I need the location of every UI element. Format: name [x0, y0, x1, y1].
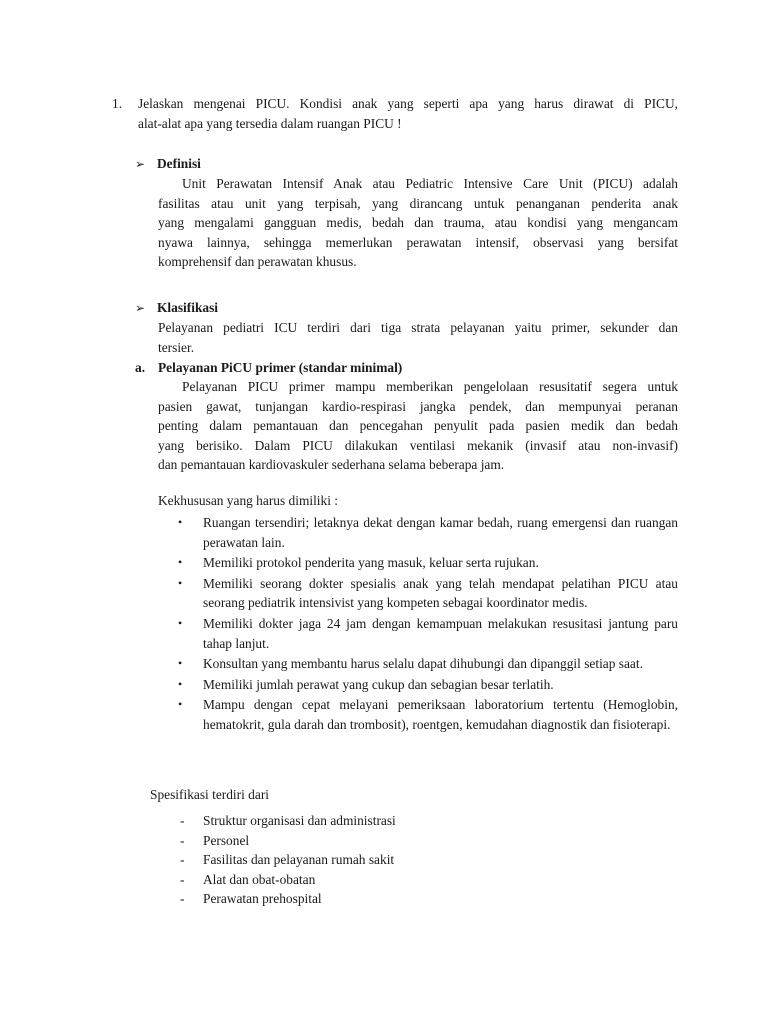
primer-letter: a.: [135, 360, 146, 375]
dash-bullet: -: [180, 871, 185, 887]
bullet-dot-icon: •: [178, 615, 183, 630]
list-item: • Memiliki protokol penderita yang masuk, keluar serta rujukan.: [158, 553, 678, 573]
question-text: [138, 94, 678, 133]
list-item: - Fasilitas dan pelayanan rumah sakit: [180, 850, 396, 870]
definisi-line: komprehensif dan perawatan khusus.: [158, 254, 357, 270]
question-line-1: Jelaskan mengenai PICU. Kondisi anak yang seperti apa yang harus dirawat di PICU,: [138, 96, 678, 111]
list-item: • Memiliki seorang dokter spesialis anak yang telah mendapat pelatihan PICU atau seorang pediatrik intensivist yang kompeten sebagai koordinator medis.: [178, 575, 678, 611]
klasifikasi-line: tersier.: [158, 339, 195, 355]
primer-line: pasien gawat, tunjangan kardio-respirasi jangka pendek, dan mempunyai peranan: [158, 398, 678, 414]
list-item: • Ruangan tersendiri; letaknya dekat dengan kamar bedah, ruang emergensi dan ruangan perawatan lain.: [178, 515, 678, 550]
definisi-line: yang mengalami gangguan medis, bedah dan trauma, atau kondisi yang mengancam: [158, 215, 678, 231]
primer-line: penting dalam pemantauan dan pencegahan penyulit pada pasien medik dan bedah: [158, 418, 678, 434]
list-item: - Struktur organisasi dan administrasi: [180, 811, 396, 831]
definisi-line: fasilitas atau unit yang terpisah, yang dirancang untuk penanganan penderita anak: [158, 195, 678, 211]
definisi-paragraph: [158, 174, 678, 272]
arrowhead-bullet-icon: ➢: [135, 301, 146, 315]
dash-bullet: -: [180, 813, 185, 828]
bullet-dot-icon: •: [178, 575, 183, 590]
kekhususan-label: Kekhususan yang harus dimiliki :: [158, 493, 339, 508]
list-item: - Personel: [180, 831, 396, 851]
primer-heading: [135, 358, 402, 378]
bullet-dot-icon: •: [178, 555, 183, 570]
klasifikasi-paragraph: [158, 318, 678, 357]
list-item: • Konsultan yang membantu harus selalu dapat dihubungi dan dipanggil setiap saat.: [158, 654, 678, 674]
primer-line: dan pemantauan kardiovaskuler sederhana selama beberapa jam.: [158, 457, 505, 473]
primer-paragraph: [158, 377, 678, 475]
spesifikasi-list: [180, 811, 396, 909]
klasifikasi-heading-text: Klasifikasi: [157, 300, 219, 315]
arrowhead-bullet-icon: ➢: [135, 157, 146, 171]
bullet-dot-icon: •: [178, 697, 183, 712]
bullet-dot-icon: •: [178, 515, 183, 529]
klasifikasi-line: Pelayanan pediatri ICU terdiri dari tiga strata pelayanan yaitu primer, sekunder dan: [158, 320, 678, 335]
primer-line: Pelayanan PICU primer mampu memberikan pengelolaan resusitatif segera untuk: [182, 379, 678, 394]
list-item: - Perawatan prehospital: [180, 889, 396, 909]
dash-bullet: -: [180, 832, 185, 848]
list-item: • Memiliki jumlah perawat yang cukup dan sebagian besar terlatih.: [158, 675, 678, 695]
question-line-2: alat-alat apa yang tersedia dalam ruangan PICU !: [138, 115, 402, 131]
definisi-heading: [135, 154, 201, 175]
list-item: • Memiliki dokter jaga 24 jam dengan kemampuan melakukan resusitasi jantung paru tahap lanjut.: [178, 615, 678, 651]
bullet-dot-icon: •: [178, 676, 183, 691]
bullet-dot-icon: •: [178, 656, 183, 671]
list-item: - Alat dan obat-obatan: [180, 870, 396, 890]
kekhususan-list: [158, 513, 678, 736]
dash-bullet: -: [180, 852, 185, 868]
list-item: • Mampu dengan cepat melayani pemeriksaan laboratorium tertentu (Hemoglobin, hematokrit, gula darah dan trombosit), roentgen, kemudahan diagnostik dan fisioterapi.: [178, 697, 678, 732]
dash-bullet: -: [180, 891, 185, 907]
definisi-heading-text: Definisi: [157, 156, 201, 171]
primer-heading-text: Pelayanan PiCU primer (standar minimal): [158, 360, 403, 375]
primer-line: yang berisiko. Dalam PICU dilakukan ventilasi mekanik (invasif atau non-invasif): [158, 437, 678, 453]
definisi-line: Unit Perawatan Intensif Anak atau Pediatric Intensive Care Unit (PICU) adalah: [182, 176, 678, 191]
klasifikasi-heading: [135, 298, 218, 319]
definisi-line: nyawa lainnya, sehingga memerlukan perawatan intensif, observasi yang bersifat: [158, 234, 678, 250]
question-number: 1.: [112, 96, 123, 111]
question-block: [112, 94, 678, 133]
spesifikasi-label: Spesifikasi terdiri dari: [150, 787, 269, 802]
